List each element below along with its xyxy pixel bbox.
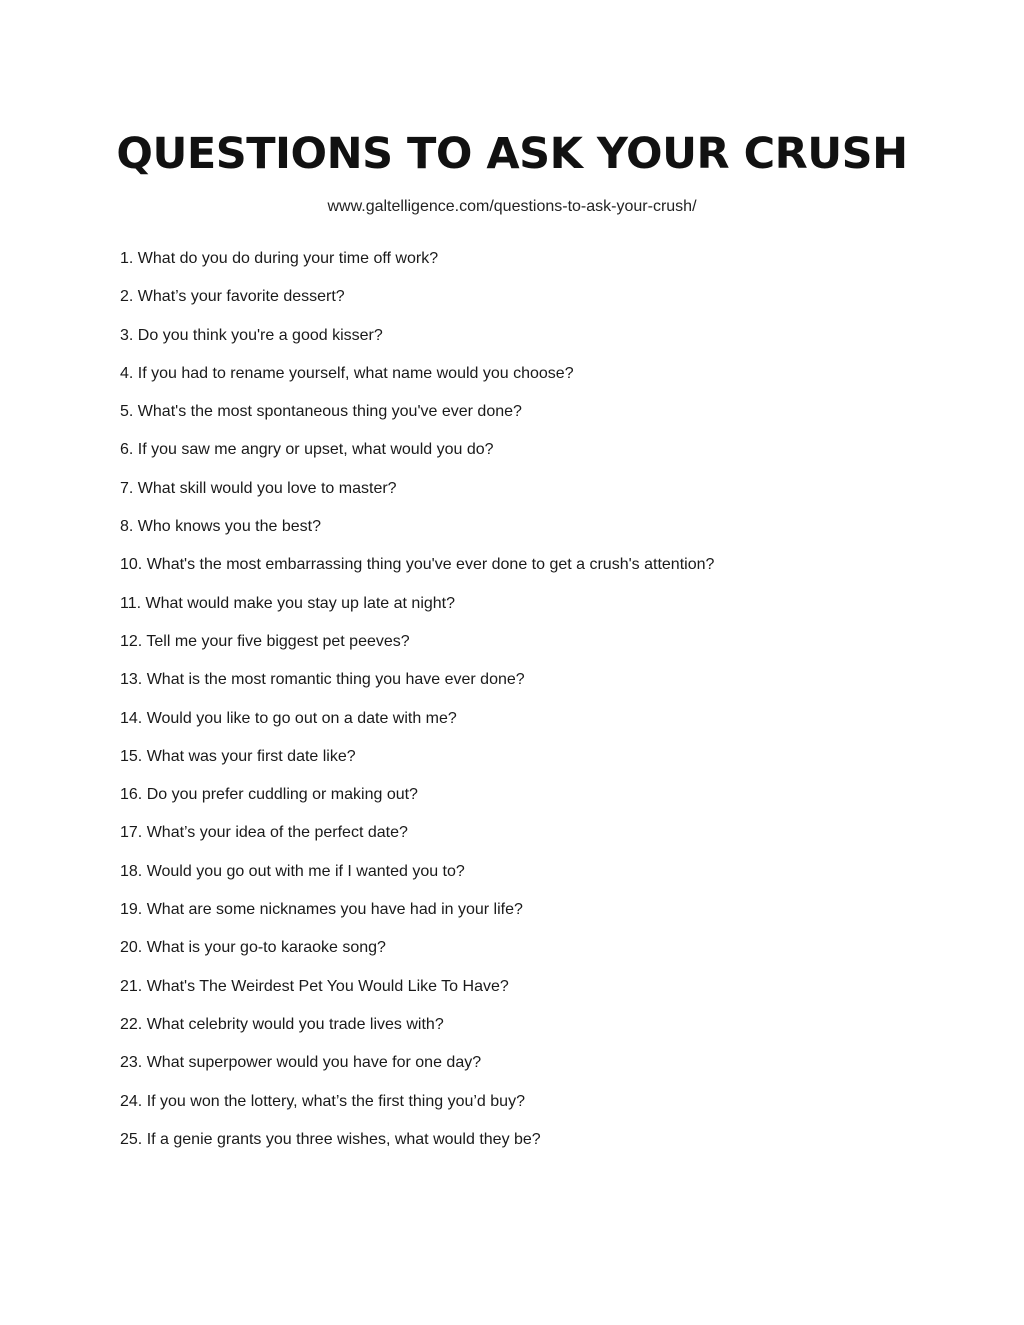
question-item: 16. Do you prefer cuddling or making out? bbox=[120, 786, 418, 804]
question-item: 10. What's the most embarrassing thing you've ever done to get a crush's attention? bbox=[120, 556, 715, 574]
question-item: 5. What's the most spontaneous thing you've ever done? bbox=[120, 403, 522, 421]
question-item: 25. If a genie grants you three wishes, what would they be? bbox=[120, 1130, 541, 1148]
question-item: 1. What do you do during your time off work? bbox=[120, 250, 439, 267]
question-item: 4. If you had to rename yourself, what name would you choose? bbox=[120, 364, 574, 382]
question-item: 13. What is the most romantic thing you have ever done? bbox=[120, 671, 525, 689]
question-list bbox=[120, 246, 980, 1165]
page-title: QUESTIONS TO ASK YOUR CRUSH bbox=[116, 129, 908, 179]
question-item: 11. What would make you stay up late at night? bbox=[120, 594, 456, 612]
question-item: 19. What are some nicknames you have had in your life? bbox=[120, 901, 523, 919]
question-item: 12. Tell me your five biggest pet peeves? bbox=[120, 632, 410, 650]
source-url: www.galtelligence.com/questions-to-ask-your-crush/ bbox=[327, 198, 697, 215]
question-item: 8. Who knows you the best? bbox=[120, 518, 321, 536]
question-item: 2. What’s your favorite dessert? bbox=[120, 288, 345, 306]
question-item: 14. Would you like to go out on a date with me? bbox=[120, 709, 457, 727]
question-item: 23. What superpower would you have for one day? bbox=[120, 1054, 482, 1072]
question-item: 20. What is your go-to karaoke song? bbox=[120, 939, 386, 957]
question-item: 6. If you saw me angry or upset, what would you do? bbox=[120, 441, 494, 459]
question-item: 21. What's The Weirdest Pet You Would Like To Have? bbox=[120, 977, 509, 995]
question-item: 18. Would you go out with me if I wanted you to? bbox=[120, 862, 465, 880]
question-item: 22. What celebrity would you trade lives with? bbox=[120, 1015, 444, 1033]
question-item: 3. Do you think you're a good kisser? bbox=[120, 326, 383, 344]
question-item: 17. What’s your idea of the perfect date? bbox=[120, 824, 408, 842]
question-item: 7. What skill would you love to master? bbox=[120, 479, 397, 497]
question-item: 15. What was your first date like? bbox=[120, 747, 356, 765]
question-item: 24. If you won the lottery, what’s the first thing you’d buy? bbox=[120, 1092, 525, 1110]
